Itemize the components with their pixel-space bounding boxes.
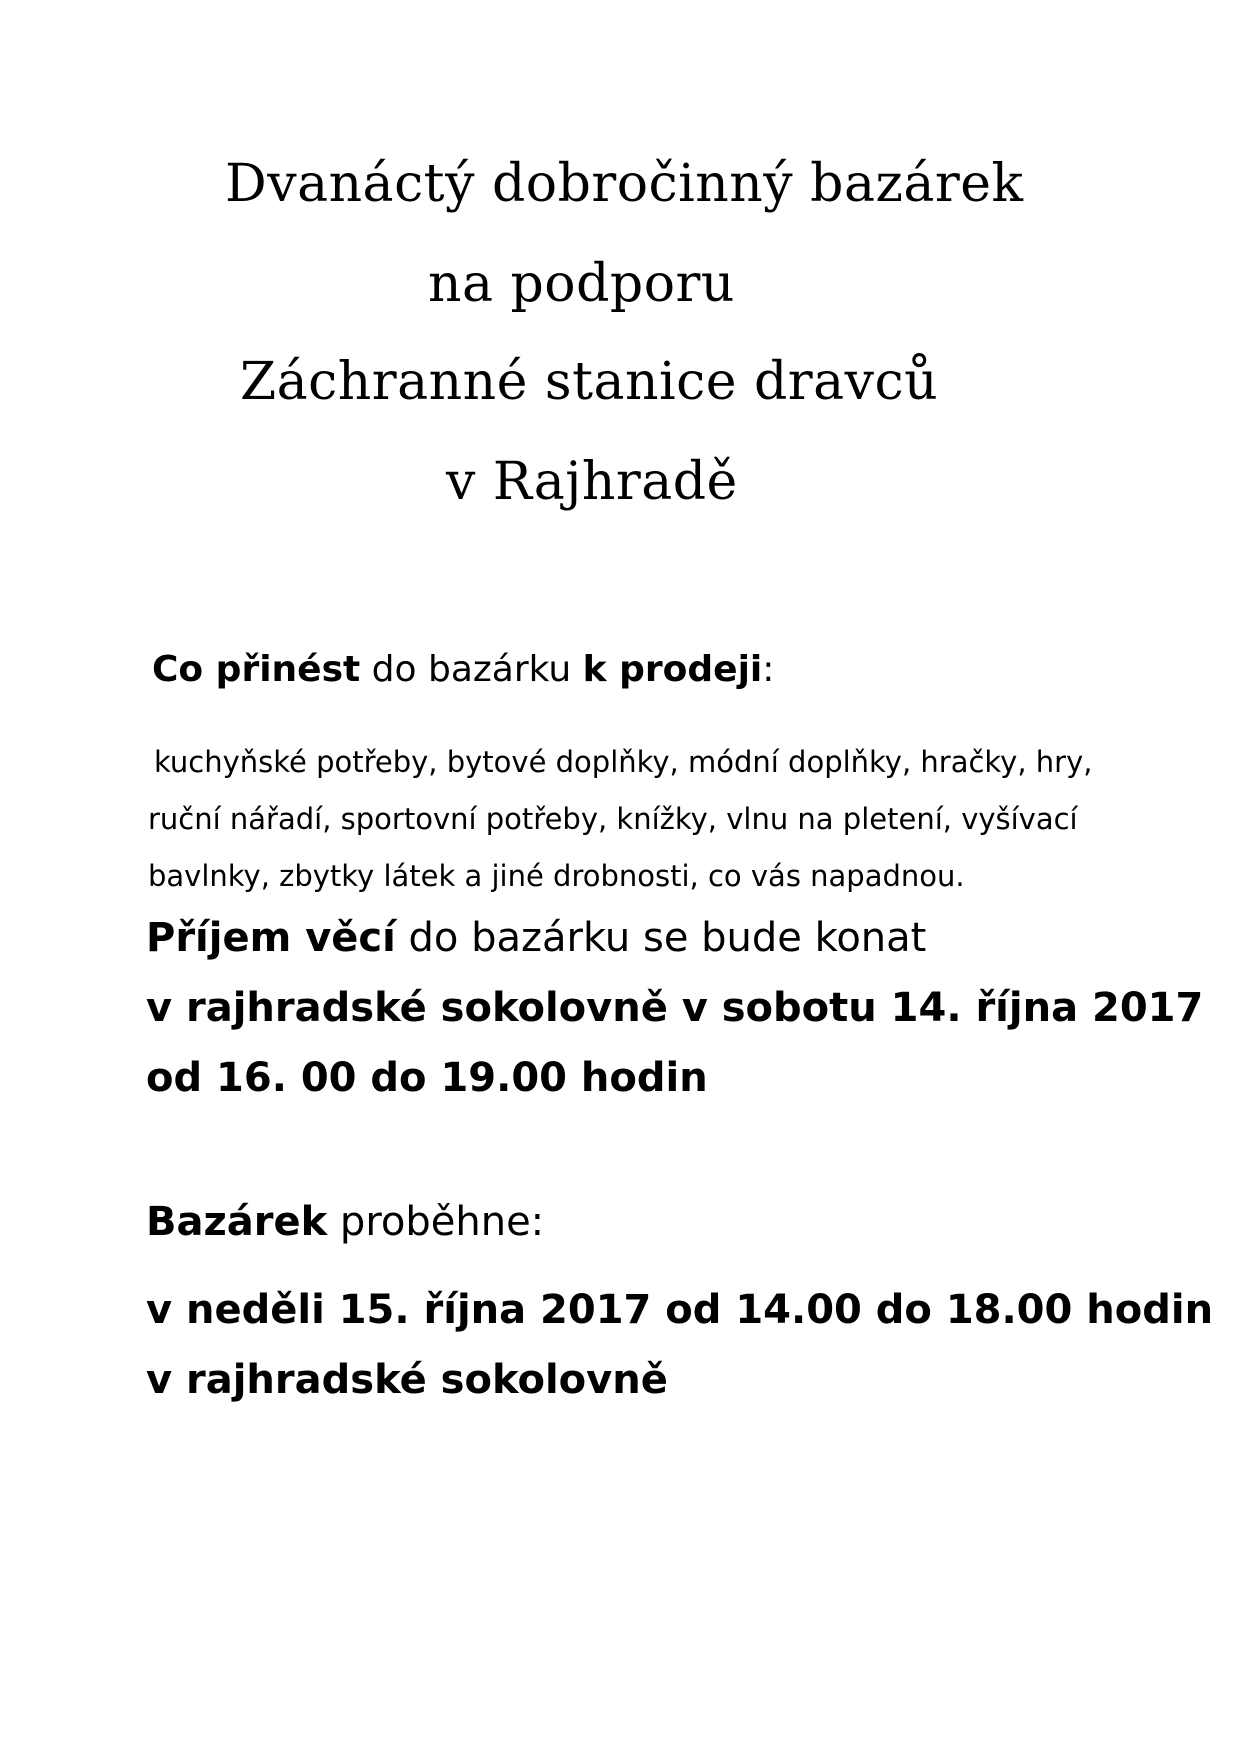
event-line-3: v rajhradské sokolovně bbox=[146, 1357, 668, 1403]
intake-heading bbox=[146, 915, 927, 961]
what-to-bring-bold-1: Co přinést bbox=[152, 649, 361, 690]
title-line-2: na podporu bbox=[428, 254, 735, 314]
event-line-2: v neděli 15. října 2017 od 14.00 do 18.00 hodin bbox=[146, 1287, 1214, 1333]
what-to-bring-text-2: : bbox=[762, 649, 775, 690]
what-to-bring-heading bbox=[152, 649, 775, 690]
event-text: proběhne: bbox=[327, 1199, 545, 1245]
intake-line-3: od 16. 00 do 19.00 hodin bbox=[146, 1055, 708, 1101]
intake-text: do bazárku se bude konat bbox=[395, 915, 927, 961]
items-line-1: kuchyňské potřeby, bytové doplňky, módní doplňky, hračky, hry, bbox=[154, 745, 1093, 779]
title-line-1: Dvanáctý dobročinný bazárek bbox=[225, 154, 1024, 214]
items-line-2: ruční nářadí, sportovní potřeby, knížky, vlnu na pletení, vyšívací bbox=[148, 802, 1078, 836]
items-list bbox=[148, 734, 1092, 905]
items-line-3: bavlnky, zbytky látek a jiné drobnosti, co vás napadnou. bbox=[148, 859, 965, 893]
event-heading bbox=[146, 1199, 545, 1245]
what-to-bring-text-1: do bazárku bbox=[360, 649, 583, 690]
intake-bold: Příjem věcí bbox=[146, 915, 396, 961]
title-line-3: Záchranné stanice dravců bbox=[240, 352, 939, 412]
event-bold: Bazárek bbox=[146, 1199, 328, 1245]
what-to-bring-bold-2: k prodeji bbox=[582, 649, 763, 690]
intake-line-2: v rajhradské sokolovně v sobotu 14. října 2017 bbox=[146, 985, 1204, 1031]
title-line-4: v Rajhradě bbox=[446, 452, 738, 512]
